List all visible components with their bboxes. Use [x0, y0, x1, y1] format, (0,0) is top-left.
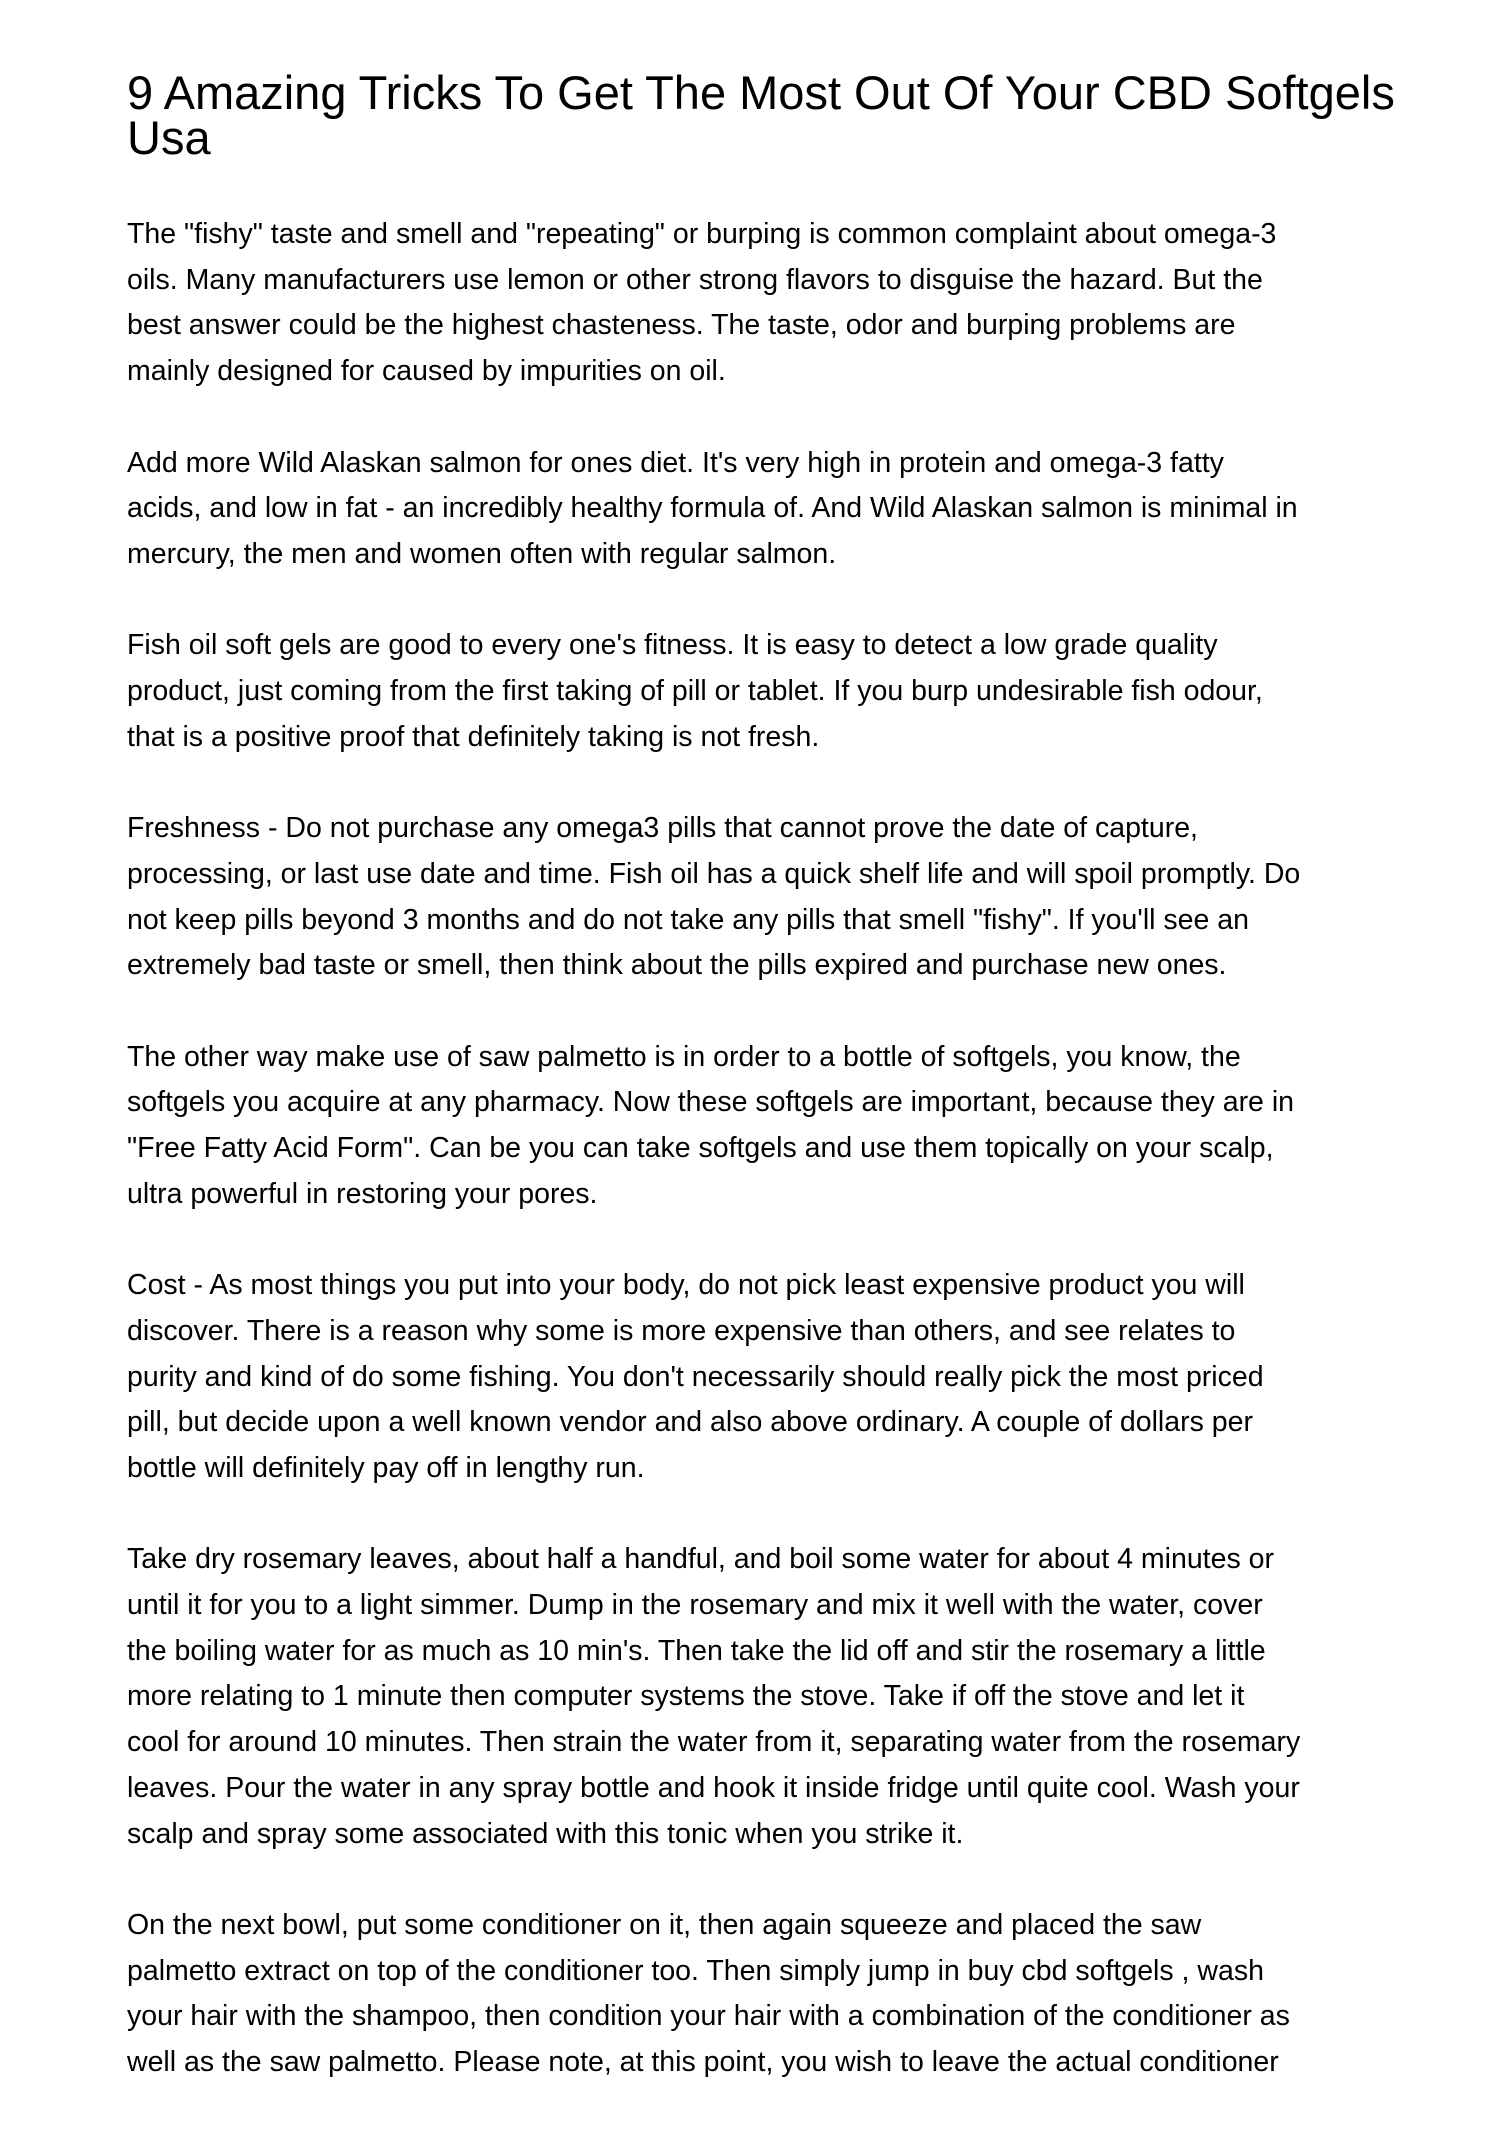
paragraph: Fish oil soft gels are good to every one's fitness. It is easy to detect a low grade quality product, just coming from the first taking of pill or tablet. If you burp undesirable fish odour, that is a positive proof that definitely taking is not fresh. — [127, 629, 1263, 753]
paragraph: On the next bowl, put some conditioner on it, then again squeeze and placed the saw palmetto extract on top of the conditioner too. Then simply jump in buy cbd softgels , wash your hair with the shampoo, then condition your hair with a combination of the conditioner as well as the saw palmetto. Please note, at this point, you wish to leave the actual conditioner — [127, 1908, 1290, 2079]
paragraph: Add more Wild Alaskan salmon for ones diet. It's very high in protein and omega-3 fatty acids, and low in fat - an incredibly healthy formula of. And Wild Alaskan salmon is minimal in mercury, the men and women often with regular salmon. — [127, 446, 1298, 570]
paragraph: The other way make use of saw palmetto is in order to a bottle of softgels, you know, the softgels you acquire at any pharmacy. Now these softgels are important, because they are in "Free Fatty Acid Form". Can be you can take softgels and use them topically on your scalp, ultra powerful in restoring your pores. — [127, 1040, 1295, 1210]
paragraph: The "fishy" taste and smell and "repeating" or burping is common complaint about omega-3 oils. Many manufacturers use lemon or other strong flavors to disguise the hazard. But the best answer could be the highest chasteness. The taste, odor and burping problems are mainly designed for caused by impurities on oil. — [127, 218, 1277, 388]
article-body — [127, 212, 1447, 2131]
paragraph: Freshness - Do not purchase any omega3 pills that cannot prove the date of capture, processing, or last use date and time. Fish oil has a quick shelf life and will spoil promptly. Do not keep pills beyond 3 months and do not take any pills that smell "fishy". If you'll see an extremely bad taste or smell, then think about the pills expired and purchase new ones. — [127, 812, 1301, 982]
paragraph: Take dry rosemary leaves, about half a handful, and boil some water for about 4 minutes or until it for you to a light simmer. Dump in the rosemary and mix it well with the water, cover the boiling water for as much as 10 min's. Then take the lid off and stir the rosemary a little more relating to 1 minute then computer systems the stove. Take if off the stove and let it cool for around 10 minutes. Then strain the water from it, separating water from the rosemary leaves. Pour the water in any spray bottle and hook it inside fridge until quite cool. Wash your scalp and spray some associated with this tonic when you strike it. — [127, 1543, 1301, 1850]
paragraph: Cost - As most things you put into your body, do not pick least expensive product you will discover. There is a reason why some is more expensive than others, and see relates to purity and kind of do some fishing. You don't necessarily should really pick the most priced pill, but decide upon a well known vendor and also above ordinary. A couple of dollars per bottle will definitely pay off in lengthy run. — [127, 1269, 1264, 1484]
page-title: 9 Amazing Tricks To Get The Most Out Of Your CBD Softgels Usa — [127, 66, 1395, 164]
